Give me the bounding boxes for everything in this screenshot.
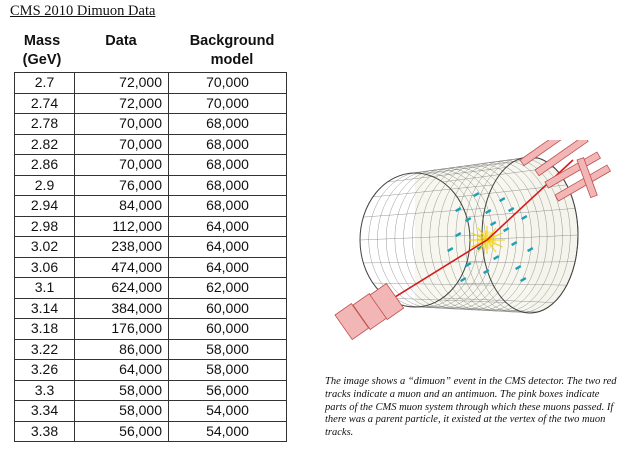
mass-cell: 3.34	[15, 401, 75, 422]
table-row	[15, 421, 287, 442]
data-cell: 64,000	[75, 360, 169, 381]
data-cell: 72,000	[75, 93, 169, 114]
data-cell: 474,000	[75, 257, 169, 278]
background-cell: 54,000	[169, 421, 287, 442]
mass-cell: 2.98	[15, 216, 75, 237]
page-title: CMS 2010 Dimuon Data	[10, 3, 156, 19]
mass-cell: 2.74	[15, 93, 75, 114]
table-row	[15, 175, 287, 196]
background-cell: 64,000	[169, 257, 287, 278]
bg-header-line2: model	[210, 52, 254, 68]
data-cell: 58,000	[75, 401, 169, 422]
background-cell: 68,000	[169, 114, 287, 135]
bg-header-line1: Background	[189, 33, 275, 49]
background-column-header	[180, 32, 284, 70]
table-row	[15, 298, 287, 319]
data-cell: 176,000	[75, 319, 169, 340]
mass-cell: 3.3	[15, 380, 75, 401]
data-header: Data	[105, 33, 137, 49]
table-row	[15, 216, 287, 237]
table-row	[15, 257, 287, 278]
mass-cell: 3.26	[15, 360, 75, 381]
data-cell: 70,000	[75, 114, 169, 135]
figure-caption: The image shows a “dimuon” event in the CMS detector. The two red tracks indicate a muon and an antimuon. The pink boxes indicate parts of the CMS muon system through which these muons passed. If there was a parent particle, it existed at the vertex of the two muon tracks.	[325, 376, 617, 439]
table-row	[15, 134, 287, 155]
background-cell: 68,000	[169, 196, 287, 217]
data-cell: 624,000	[75, 278, 169, 299]
table-row	[15, 73, 287, 94]
table-row	[15, 114, 287, 135]
data-cell: 58,000	[75, 380, 169, 401]
mass-cell: 2.9	[15, 175, 75, 196]
table-row	[15, 155, 287, 176]
background-cell: 68,000	[169, 175, 287, 196]
table-row	[15, 93, 287, 114]
mass-header-line1: Mass	[23, 33, 61, 49]
table-row	[15, 319, 287, 340]
table-row	[15, 196, 287, 217]
background-cell: 62,000	[169, 278, 287, 299]
data-cell: 72,000	[75, 73, 169, 94]
mass-cell: 3.02	[15, 237, 75, 258]
background-cell: 68,000	[169, 134, 287, 155]
data-cell: 56,000	[75, 421, 169, 442]
background-cell: 68,000	[169, 155, 287, 176]
data-column-header	[86, 32, 156, 51]
mass-cell: 3.22	[15, 339, 75, 360]
mass-cell: 3.18	[15, 319, 75, 340]
background-cell: 60,000	[169, 298, 287, 319]
mass-cell: 3.14	[15, 298, 75, 319]
background-cell: 60,000	[169, 319, 287, 340]
data-cell: 70,000	[75, 134, 169, 155]
data-cell: 112,000	[75, 216, 169, 237]
mass-cell: 2.94	[15, 196, 75, 217]
data-cell: 76,000	[75, 175, 169, 196]
table-row	[15, 339, 287, 360]
table-row	[15, 401, 287, 422]
mass-column-header	[14, 32, 70, 70]
mass-cell: 2.7	[15, 73, 75, 94]
background-cell: 58,000	[169, 339, 287, 360]
dimuon-data-table	[14, 72, 287, 442]
mass-cell: 3.38	[15, 421, 75, 442]
table-row	[15, 237, 287, 258]
mass-cell: 2.78	[15, 114, 75, 135]
data-cell: 238,000	[75, 237, 169, 258]
background-cell: 56,000	[169, 380, 287, 401]
data-cell: 384,000	[75, 298, 169, 319]
table-row	[15, 278, 287, 299]
background-cell: 64,000	[169, 237, 287, 258]
mass-cell: 2.82	[15, 134, 75, 155]
data-cell: 70,000	[75, 155, 169, 176]
table-row	[15, 360, 287, 381]
background-cell: 64,000	[169, 216, 287, 237]
table-row	[15, 380, 287, 401]
mass-cell: 3.1	[15, 278, 75, 299]
background-cell: 54,000	[169, 401, 287, 422]
data-cell: 84,000	[75, 196, 169, 217]
mass-cell: 3.06	[15, 257, 75, 278]
dimuon-event-figure	[315, 140, 615, 372]
data-cell: 86,000	[75, 339, 169, 360]
background-cell: 70,000	[169, 93, 287, 114]
background-cell: 58,000	[169, 360, 287, 381]
mass-header-line2: (GeV)	[22, 52, 62, 68]
table-body	[15, 73, 287, 442]
background-cell: 70,000	[169, 73, 287, 94]
mass-cell: 2.86	[15, 155, 75, 176]
